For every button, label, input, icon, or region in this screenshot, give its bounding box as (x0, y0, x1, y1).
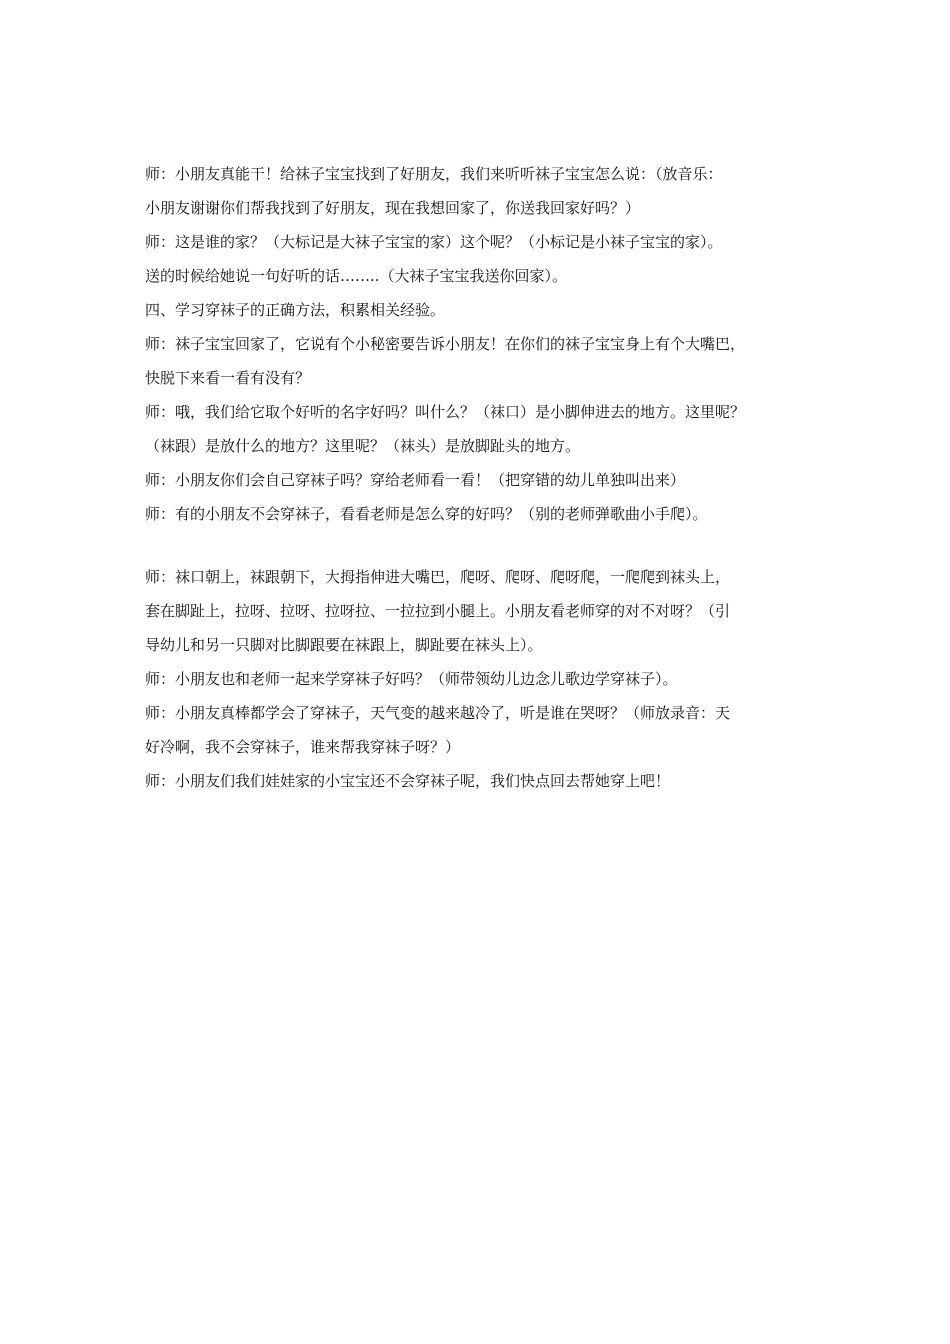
document-body (145, 157, 815, 798)
text-line: 小朋友谢谢你们帮我找到了好朋友，现在我想回家了，你送我回家好吗？） (145, 199, 641, 217)
paragraph (145, 696, 815, 764)
paragraph (145, 560, 815, 662)
text-line: 师：小朋友真棒都学会了穿袜子，天气变的越来越冷了，听是谁在哭呀？（师放录音：天 (145, 704, 731, 722)
text-line: 师：小朋友们我们娃娃家的小宝宝还不会穿袜子呢，我们快点回去帮她穿上吧！ (145, 772, 671, 790)
paragraph (145, 157, 815, 225)
text-line: 好冷啊，我不会穿袜子，谁来帮我穿袜子呀？） (145, 738, 461, 756)
paragraph (145, 662, 815, 696)
paragraph (145, 463, 815, 497)
text-line: 送的时候给她说一句好听的话……..（大袜子宝宝我送你回家）。 (145, 267, 568, 285)
paragraph (145, 225, 815, 293)
text-line: 师：小朋友真能干！给袜子宝宝找到了好朋友，我们来听听袜子宝宝怎么说：（放音乐： (145, 165, 723, 183)
paragraph (145, 327, 815, 395)
text-line: 四、学习穿袜子的正确方法，积累相关经验。 (145, 301, 446, 319)
text-line: 师：袜口朝上，袜跟朝下，大拇指伸进大嘴巴，爬呀、爬呀、爬呀爬，一爬爬到袜头上， (145, 568, 731, 586)
text-line: 师：有的小朋友不会穿袜子，看看老师是怎么穿的好吗？（别的老师弹歌曲小手爬）。 (145, 505, 708, 523)
paragraph (145, 395, 815, 463)
text-line: 师：小朋友也和老师一起来学穿袜子好吗？（师带领幼儿边念儿歌边学穿袜子）。 (145, 670, 678, 688)
section-heading (145, 293, 815, 327)
text-line: 导幼儿和另一只脚对比脚跟要在袜跟上，脚趾要在袜头上）。 (145, 636, 543, 654)
text-line: 师：哦，我们给它取个好听的名字好吗？叫什么？（袜口）是小脚伸进去的地方。这里呢？ (145, 403, 746, 421)
paragraph (145, 497, 815, 531)
text-line: 快脱下来看一看有没有？ (145, 369, 311, 387)
paragraph (145, 764, 815, 798)
text-line: 套在脚趾上，拉呀、拉呀、拉呀拉、一拉拉到小腿上。小朋友看老师穿的对不对呀？（引 (145, 602, 731, 620)
text-line: 师：这是谁的家？（大标记是大袜子宝宝的家）这个呢？（小标记是小袜子宝宝的家）。 (145, 233, 723, 251)
blank-space (145, 531, 815, 560)
text-line: 师：袜子宝宝回家了，它说有个小秘密要告诉小朋友！在你们的袜子宝宝身上有个大嘴巴， (145, 335, 746, 353)
text-line: （袜跟）是放什么的地方？这里呢？（袜头）是放脚趾头的地方。 (145, 437, 581, 455)
text-line: 师：小朋友你们会自己穿袜子吗？穿给老师看一看！（把穿错的幼儿单独叫出来） (145, 471, 686, 489)
